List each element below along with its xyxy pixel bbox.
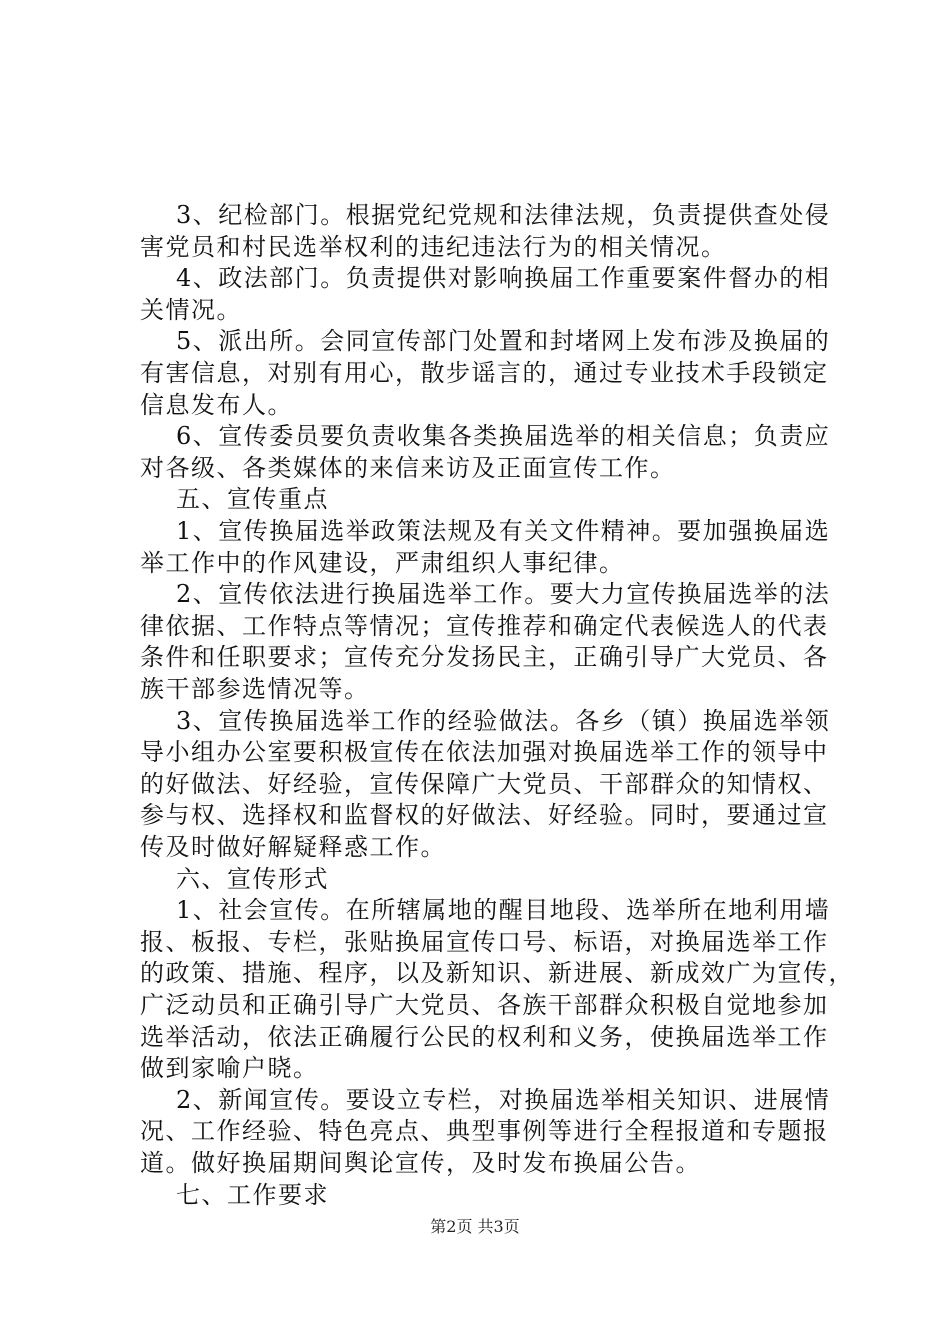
text-line: 况、工作经验、特色亮点、典型事例等进行全程报道和专题报 [140,1117,829,1146]
text-line: 3、纪检部门。根据党纪党规和法律法规，负责提供查处侵 [176,201,831,229]
text-line: 5、派出所。会同宣传部门处置和封堵网上发布涉及换届的 [176,327,831,356]
text-line: 对各级、各类媒体的来信来访及正面宣传工作。 [140,453,676,482]
text-line: 4、政法部门。负责提供对影响换届工作重要案件督办的相 [176,264,831,293]
text-line: 导小组办公室要积极宣传在依法加强对换届选举工作的领导中 [140,738,829,767]
text-line: 的好做法、好经验，宣传保障广大党员、干部群众的知情权、 [140,769,829,798]
text-line: 2、新闻宣传。要设立专栏，对换届选举相关知识、进展情 [176,1085,831,1114]
text-line: 选举活动，依法正确履行公民的权利和义务，使换届选举工作 [140,1022,829,1051]
page-number-footer: 第2页 共3页 [430,1217,520,1236]
text-line: 广泛动员和正确引导广大党员、各族干部群众积极自觉地参加 [140,991,829,1019]
text-line: 有害信息，对别有用心，散步谣言的，通过专业技术手段锁定 [140,359,829,387]
text-line: 举工作中的作风建设，严肃组织人事纪律。 [140,548,625,577]
text-line: 道。做好换届期间舆论宣传，及时发布换届公告。 [140,1149,701,1177]
text-line: 报、板报、专栏，张贴换届宣传口号、标语，对换届选举工作 [140,927,829,956]
text-line: 信息发布人。 [140,390,293,419]
text-line: 6、宣传委员要负责收集各类换届选举的相关信息；负责应 [176,422,831,451]
text-line: 条件和任职要求；宣传充分发扬民主，正确引导广大党员、各 [140,643,829,672]
text-line: 1、宣传换届选举政策法规及有关文件精神。要加强换届选 [176,517,831,545]
section-heading: 五、宣传重点 [176,485,329,514]
text-line: 传及时做好解疑释惑工作。 [140,833,446,861]
text-line: 族干部参选情况等。 [140,675,370,703]
section-heading: 六、宣传形式 [176,864,329,893]
text-line: 参与权、选择权和监督权的好做法、好经验。同时，要通过宣 [140,801,829,830]
text-line: 1、社会宣传。在所辖属地的醒目地段、选举所在地利用墙 [176,896,831,925]
section-heading: 七、工作要求 [176,1180,329,1209]
text-line: 关情况。 [140,295,242,324]
text-line: 害党员和村民选举权利的违纪违法行为的相关情况。 [140,232,727,261]
text-line: 的政策、措施、程序，以及新知识、新进展、新成效广为宣传， [140,959,854,988]
text-line: 做到家喻户晓。 [140,1054,319,1083]
text-line: 3、宣传换届选举工作的经验做法。各乡（镇）换届选举领 [176,706,831,735]
text-line: 2、宣传依法进行换届选举工作。要大力宣传换届选举的法 [176,580,831,609]
text-line: 律依据、工作特点等情况；宣传推荐和确定代表候选人的代表 [140,611,829,640]
